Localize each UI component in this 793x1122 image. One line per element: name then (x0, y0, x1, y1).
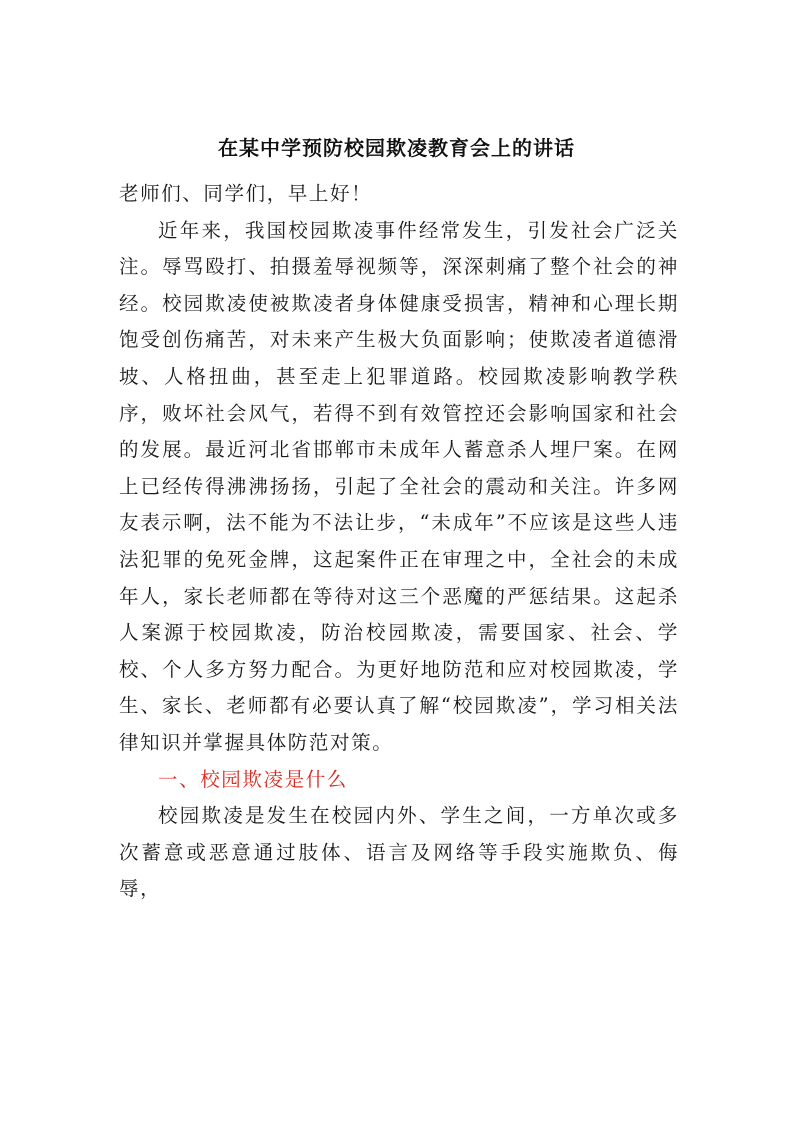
paragraph: 校园欺凌是发生在校园内外、学生之间，一方单次或多次蓄意或恶意通过肢体、语言及网络等手段实施欺负、侮辱， (119, 804, 679, 901)
document-title: 在某中学预防校园欺凌教育会上的讲话 (218, 136, 575, 160)
section-heading: 一、校园欺凌是什么 (158, 767, 348, 791)
paragraph: 近年来，我国校园欺凌事件经常发生，引发社会广泛关注。辱骂殴打、拍摄羞辱视频等，深深刺痛了整个社会的神经。校园欺凌使被欺凌者身体健康受损害，精神和心理长期饱受创伤痛苦，对未来产生极大负面影响；使欺凌者道德滑坡、人格扭曲，甚至走上犯罪道路。校园欺凌影响教学秩序，败坏社会风气，若得不到有效管控还会影响国家和社会的发展。最近河北省邯郸市未成年人蓄意杀人埋尸案。在网上已经传得沸沸扬扬，引起了全社会的震动和关注。许多网友表示啊，法不能为不法让步，“未成年”不应该是这些人违法犯罪的免死金牌，这起案件正在审理之中，全社会的未成年人，家长老师都在等待对这三个恶魔的严惩结果。这起杀人案源于校园欺凌，防治校园欺凌，需要国家、社会、学校、个人多方努力配合。为更好地防范和应对校园欺凌，学生、家长、老师都有必要认真了解“校园欺凌”，学习相关法律知识并掌握具体防范对策。 (119, 218, 679, 754)
greeting: 老师们、同学们，早上好！ (119, 182, 373, 205)
document-body (119, 176, 679, 908)
